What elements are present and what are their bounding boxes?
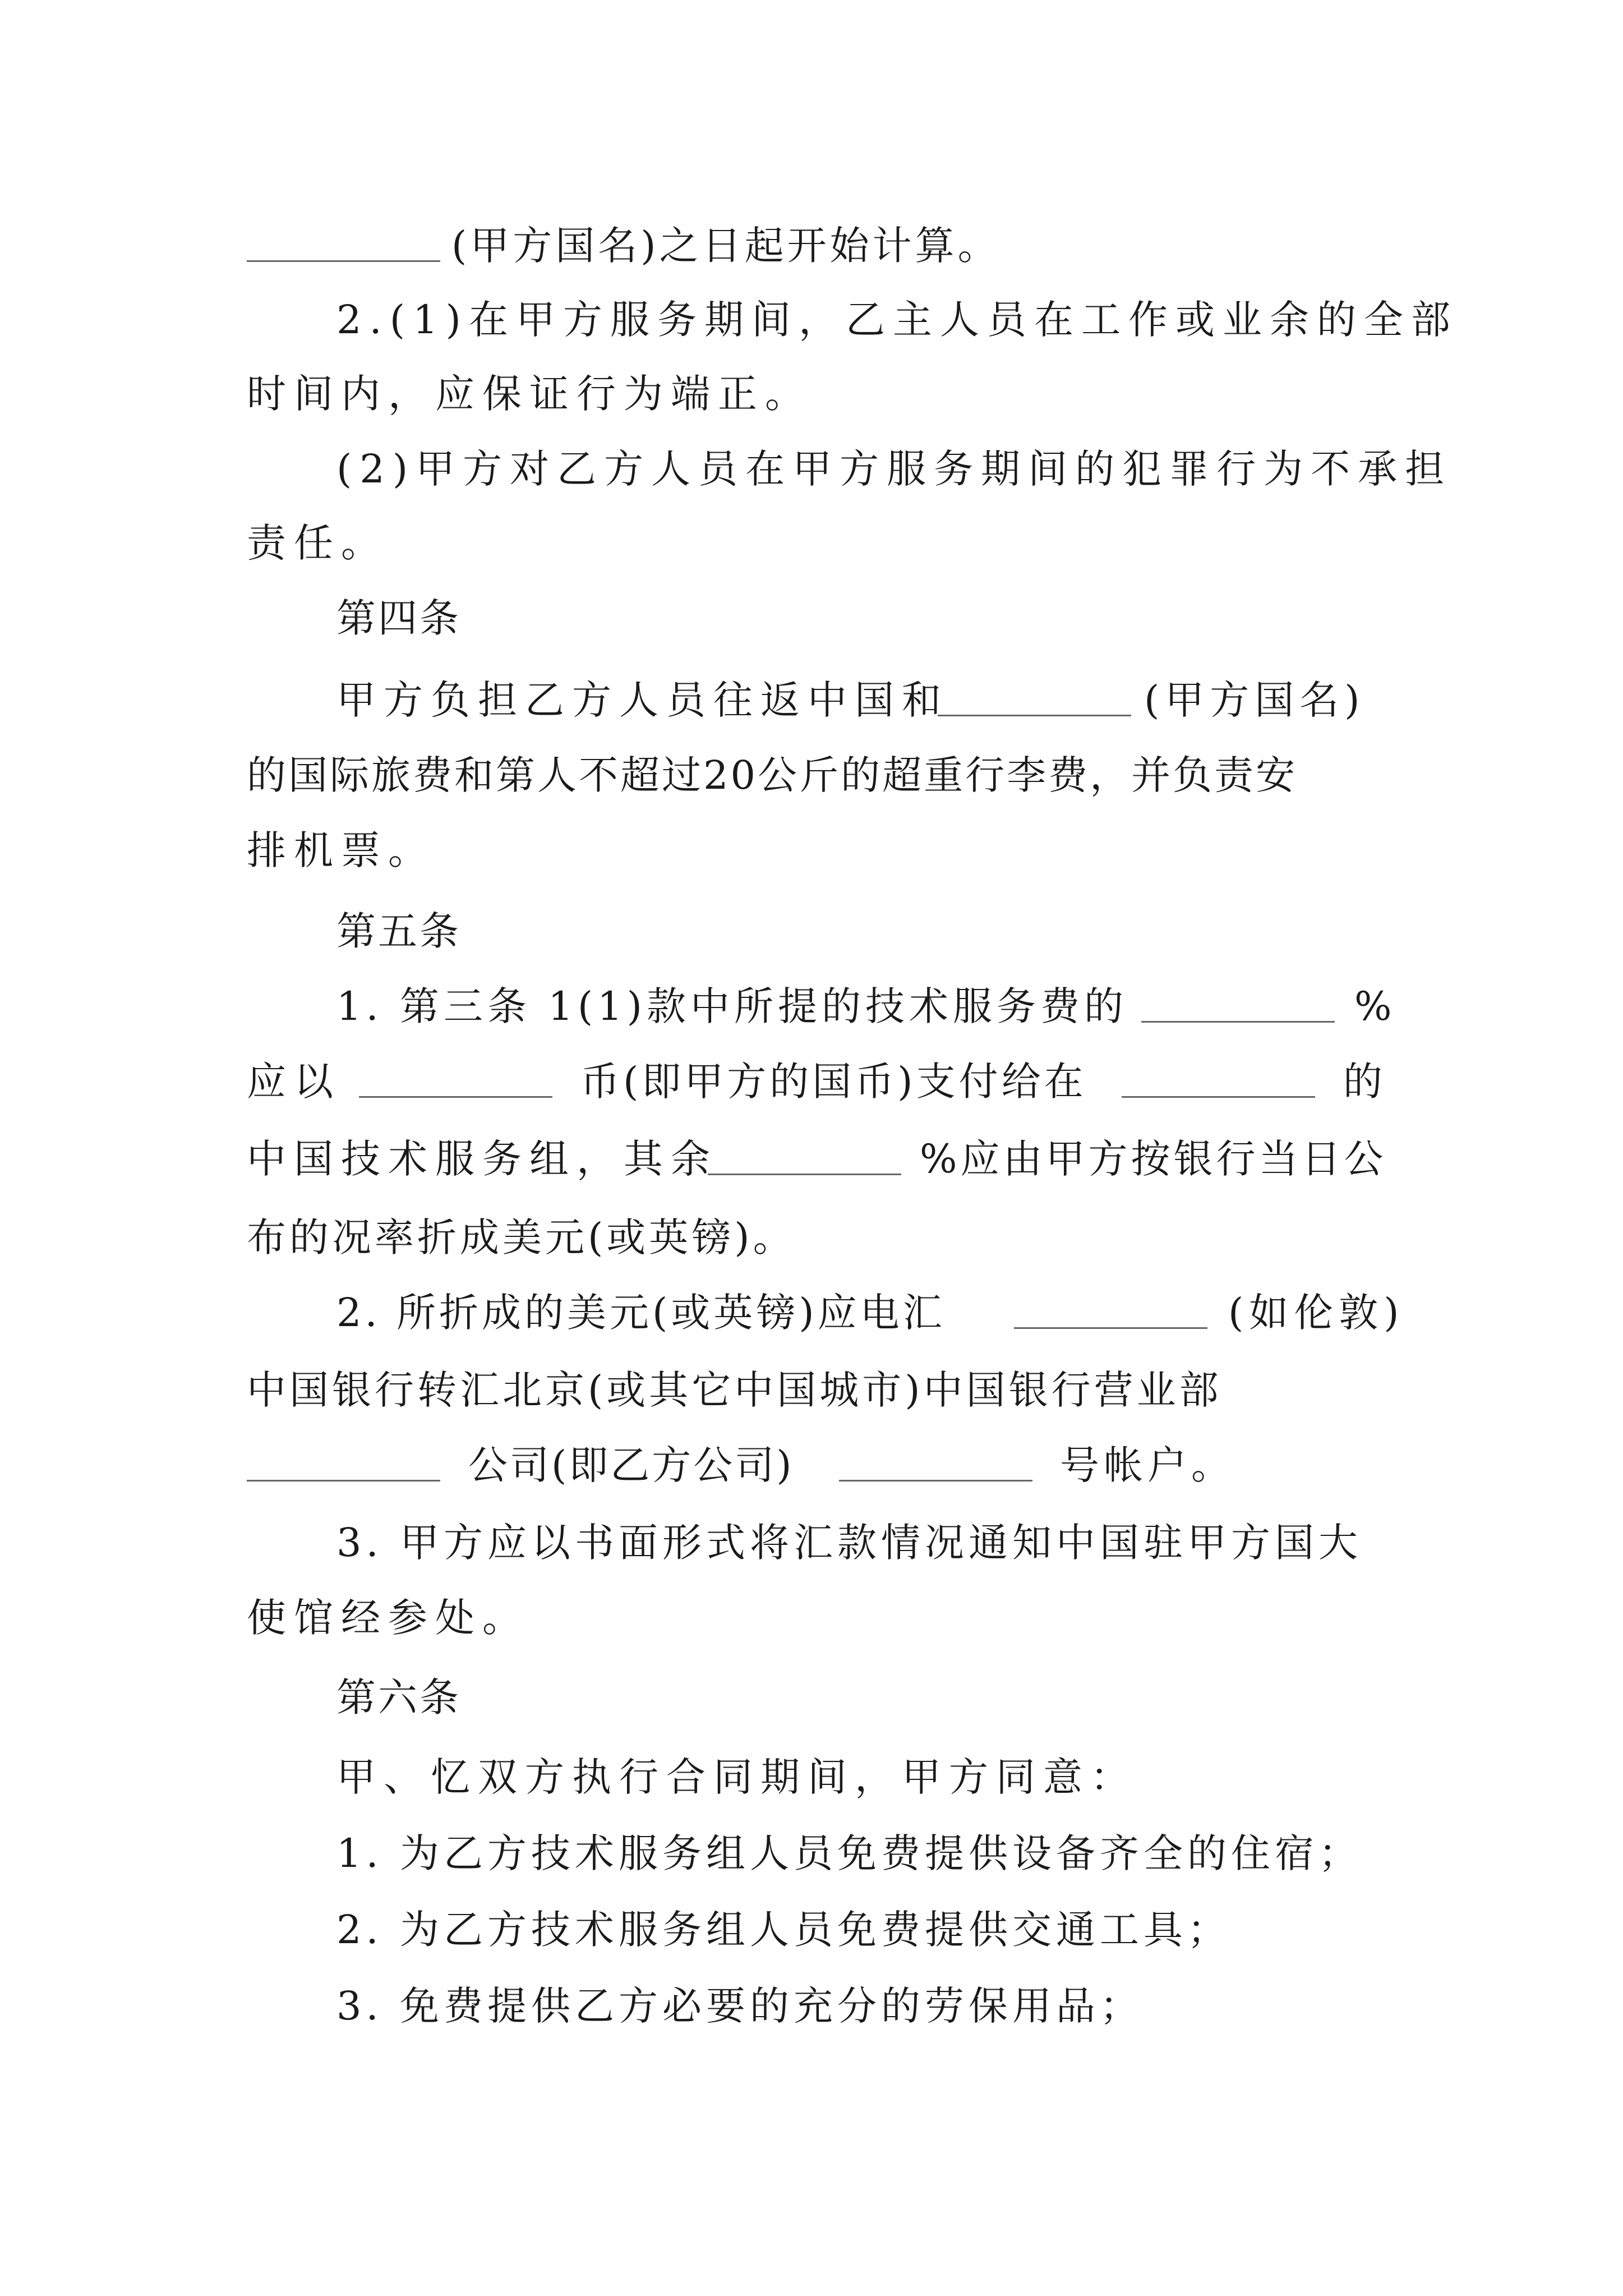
list-item <box>0 1820 1623 1887</box>
line-text: 使馆经参处。 <box>247 1595 529 1641</box>
line-text: 币(即甲方的国币)支付给在 <box>580 1059 1087 1105</box>
line-text: 公司(即乙方公司) <box>468 1442 794 1488</box>
fill-in-blank <box>839 1443 1032 1481</box>
line-text: (甲方国名)之日起开始计算。 <box>451 223 1000 269</box>
text-line <box>0 212 1623 279</box>
fill-in-blank <box>247 1443 440 1481</box>
line-text: 时间内，应保证行为端正。 <box>247 371 812 417</box>
fill-in-blank <box>359 1059 552 1098</box>
fill-in-blank <box>708 1137 901 1175</box>
text-line <box>0 509 1623 577</box>
line-text: 排机票。 <box>247 827 435 873</box>
line-text: 第五条 <box>336 908 461 954</box>
line-text: (甲方国名) <box>1144 677 1366 723</box>
text-line <box>0 435 1623 503</box>
line-text: 中国银行转汇北京(或其它中国城市)中国银行营业部 <box>247 1367 1222 1413</box>
line-text: 中国技术服务组，其余 <box>247 1136 718 1182</box>
line-text: (如伦敦) <box>1228 1290 1405 1336</box>
text-line <box>0 1509 1623 1576</box>
line-text: 责任。 <box>247 520 388 566</box>
line-text: 布的况率折成美元(或英镑)。 <box>247 1214 796 1260</box>
line-text: (2)甲方对乙方人员在甲方服务期间的犯罪行为不承担 <box>336 446 1453 492</box>
text-line <box>0 1204 1623 1271</box>
fill-in-blank <box>1014 1290 1207 1329</box>
line-text: %应由甲方按银行当日公 <box>920 1136 1387 1182</box>
text-line <box>0 1432 1623 1499</box>
fill-in-blank <box>1141 984 1335 1023</box>
line-text: 2.(1)在甲方服务期间，乙主人员在工作或业余的全部 <box>336 297 1458 343</box>
list-item <box>0 1972 1623 2040</box>
text-line <box>0 286 1623 353</box>
line-text: 的国际旅费和第人不超过20公斤的超重行李费，并负责安 <box>247 752 1298 798</box>
line-text: 甲方负担乙方人员往返中国和 <box>336 677 949 723</box>
text-line <box>0 1743 1623 1811</box>
line-text: 号帐户。 <box>1060 1442 1235 1488</box>
fill-in-blank <box>247 223 440 262</box>
text-line <box>0 1584 1623 1651</box>
text-line <box>0 742 1623 809</box>
line-text: 2. 所折成的美元(或英镑)应电汇 <box>336 1290 946 1336</box>
text-line <box>0 1356 1623 1424</box>
section-heading <box>0 1664 1623 1731</box>
list-item <box>0 1896 1623 1963</box>
line-text: 甲、忆双方执行合同期间，甲方同意： <box>336 1754 1137 1800</box>
section-heading <box>0 585 1623 652</box>
text-line <box>0 1279 1623 1346</box>
line-text: 的 <box>1343 1059 1382 1105</box>
fill-in-blank <box>1122 1059 1315 1098</box>
line-text: 应以 <box>247 1059 341 1105</box>
line-text: 第四条 <box>336 595 461 641</box>
line-text: 3. 甲方应以书面形式将汇款情况通知中国驻甲方国大 <box>336 1520 1363 1566</box>
line-text: 1. 第三条 1(1)款中所提的技术服务费的 <box>336 983 1128 1029</box>
text-line <box>0 973 1623 1040</box>
line-text: 2. 为乙方技术服务组人员免费提供交通工具； <box>336 1907 1232 1953</box>
line-text: 第六条 <box>336 1674 461 1720</box>
text-line <box>0 666 1623 734</box>
line-text: 1. 为乙方技术服务组人员免费提供设备齐全的住宿； <box>336 1830 1363 1876</box>
text-line <box>0 817 1623 884</box>
section-heading <box>0 898 1623 965</box>
fill-in-blank <box>938 678 1131 716</box>
line-text: % <box>1354 983 1392 1029</box>
text-line <box>0 360 1623 427</box>
line-text: 3. 免费提供乙方必要的充分的劳保用品； <box>336 1983 1144 2029</box>
text-line <box>0 1125 1623 1193</box>
text-line <box>0 1048 1623 1115</box>
